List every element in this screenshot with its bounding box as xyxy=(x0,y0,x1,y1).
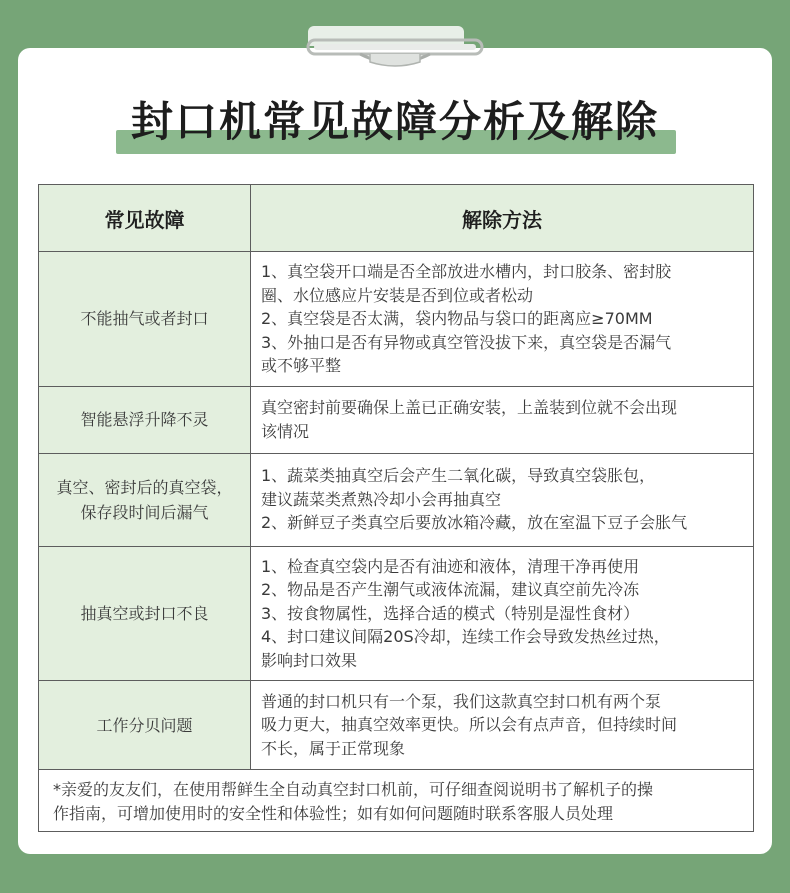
table-row xyxy=(39,386,754,453)
fault-text: 工作分贝问题 xyxy=(96,715,193,735)
fault-cell xyxy=(39,681,251,770)
solution-line: 普通的封口机只有一个泵，我们这款真空封口机有两个泵 xyxy=(261,691,662,711)
solution-line: 2、物品是否产生潮气或液体流漏，建议真空前先冷冻 xyxy=(261,580,640,599)
solution-line: 1、检查真空袋内是否有油迹和液体，清理干净再使用 xyxy=(261,556,640,576)
header-fault: 常见故障 xyxy=(39,185,251,252)
solution-line: 圈、水位感应片安装是否到位或者松动 xyxy=(261,285,534,305)
solution-line: 或不够平整 xyxy=(261,356,342,375)
footnote-line: 作指南，可增加使用时的安全性和体验性；如有如何问题随时联系客服人员处理 xyxy=(53,803,614,823)
table-row xyxy=(39,453,754,546)
fault-cell xyxy=(39,252,251,387)
fault-text: 智能悬浮升降不灵 xyxy=(80,410,209,429)
solution-line: 影响封口效果 xyxy=(261,650,358,670)
solution-cell xyxy=(251,546,754,681)
fault-cell xyxy=(39,546,251,681)
fault-text: 真空、密封后的真空袋， xyxy=(56,477,233,497)
header-solution: 解除方法 xyxy=(251,185,754,252)
fault-text: 保存段时间后漏气 xyxy=(80,502,209,522)
solution-line: 2、新鲜豆子类真空后要放冰箱冷藏，放在室温下豆子会胀气 xyxy=(261,513,688,533)
solution-line: 1、真空袋开口端是否全部放进水槽内，封口胶条、密封胶 xyxy=(261,262,672,281)
fault-cell xyxy=(39,386,251,453)
fault-text: 不能抽气或者封口 xyxy=(80,309,209,329)
table-row xyxy=(39,252,754,387)
footnote-cell xyxy=(39,770,754,832)
solution-line: 3、外抽口是否有异物或真空管没拔下来，真空袋是否漏气 xyxy=(261,332,672,352)
solution-line: 吸力更大，抽真空效率更快。所以会有点声音，但持续时间 xyxy=(261,715,678,735)
paper-clip-icon xyxy=(300,26,490,72)
solution-line: 2、真空袋是否太满，袋内物品与袋口的距离应≥70MM xyxy=(261,309,653,328)
table-header-row xyxy=(39,185,754,252)
solution-cell xyxy=(251,453,754,546)
fault-cell xyxy=(39,453,251,546)
footnote-row xyxy=(39,770,754,832)
solution-line: 不长，属于正常现象 xyxy=(261,738,406,758)
solution-cell xyxy=(251,252,754,387)
fault-table xyxy=(38,184,754,832)
table-row xyxy=(39,681,754,770)
solution-line: 3、按食物属性，选择合适的模式（特别是湿性食材） xyxy=(261,603,640,623)
solution-line: 4、封口建议间隔20S冷却，连续工作会导致发热丝过热， xyxy=(261,627,670,646)
footnote-line: *亲爱的友友们，在使用帮鲜生全自动真空封口机前，可仔细查阅说明书了解机子的操 xyxy=(53,779,654,799)
page-title: 封口机常见故障分析及解除 xyxy=(130,97,659,146)
solution-line: 该情况 xyxy=(261,421,310,441)
solution-line: 真空密封前要确保上盖已正确安装，上盖装到位就不会出现 xyxy=(261,398,678,417)
solution-line: 1、蔬菜类抽真空后会产生二氧化碳，导致真空袋胀包， xyxy=(261,466,656,486)
fault-text: 抽真空或封口不良 xyxy=(80,603,209,623)
solution-cell xyxy=(251,681,754,770)
solution-cell xyxy=(251,386,754,453)
solution-line: 建议蔬菜类煮熟冷却小会再抽真空 xyxy=(261,489,502,509)
table-row xyxy=(39,546,754,681)
